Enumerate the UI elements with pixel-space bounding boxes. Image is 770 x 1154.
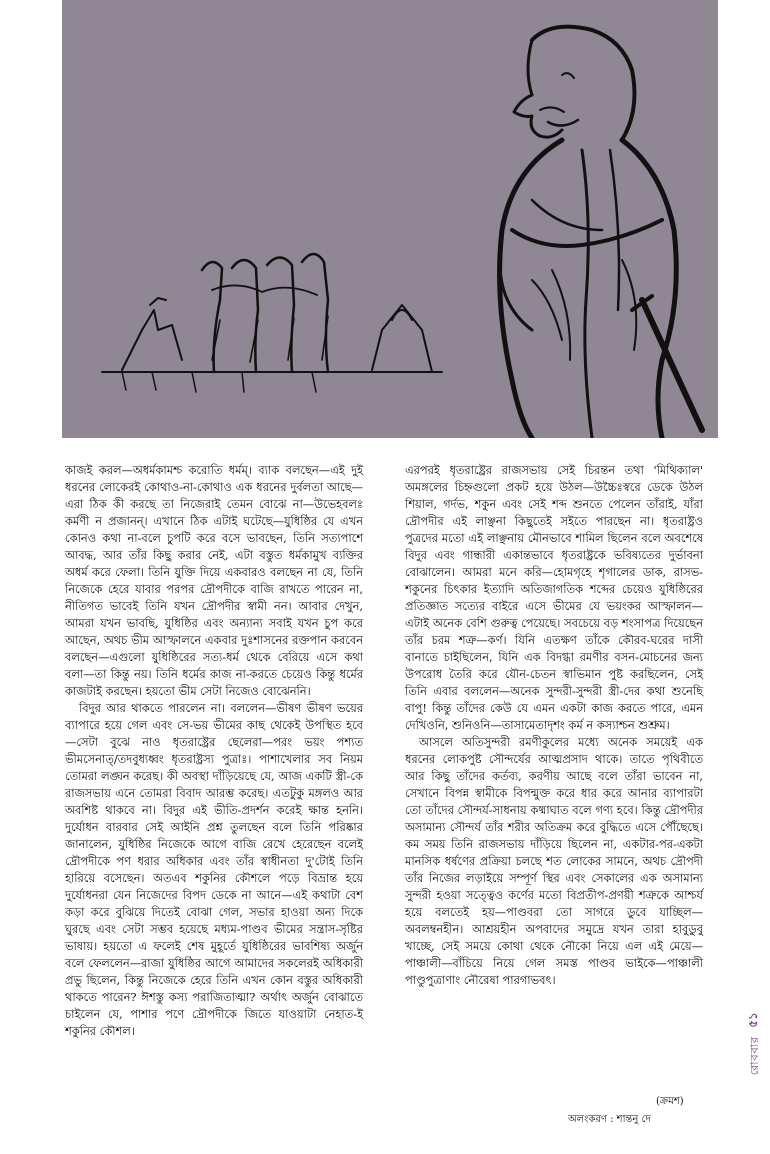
page-number: ৫১ — [745, 1012, 760, 1028]
page-footer-tab — [746, 1010, 764, 1122]
article-column-left — [65, 462, 363, 1040]
paragraph: আসলে অতিসুন্দরী রমণীকুলের মধ্যে অনেক সময়েই এক ধরনের লোকপুষ্ট সৌন্দর্যের আত্মপ্রসাদ থাকে। তাতে পৃথিবীতে আর কিছু তাঁদের কর্তব্য, করণীয় আছে বলে তাঁরা ভাবেন না, সেখানে বিপন্ন স্বামীকে বিপন্মুক্ত করে ধার করে আনার ব্যাপারটা তো তাঁদের সৌন্দর্য-সাধনায় কষ্মাঘাত বলে গণ্য হবে। কিন্তু দ্রৌপদীর অসামান্য সৌন্দর্য তাঁর শরীর অতিক্রম করে বুদ্ধিতে এসে পৌঁছেছে। কম সময় তিনি রাজসভায় দাঁড়িয়ে ছিলেন না, একটার-পর-একটা মানসিক ধর্ষণের প্রক্রিয়া চলছে শত লোকের সামনে, অথচ দ্রৌপদী তাঁর নিজের লড়াইয়ে সম্পূর্ণ স্থির এবং সেকালের এক অসামান্য সুন্দরী হওয়া সত্ত্বেও কর্ণের মতো বিপ্রতীপ-প্রণয়ী শত্রুকে আশ্চর্য হয়ে বলতেই হয়—পাণ্ডবরা তো সাগরে ডুবে যাচ্ছিল—অবলম্বনহীন। আশ্রয়হীন অপবাদের সমুদ্রে যখন তারা হাবুডুবু খাচ্ছে, সেই সময়ে কোথা থেকে নৌকো নিয়ে এল এই মেয়ে—পাঞ্চালী—বাঁচিয়ে নিয়ে গেল সমস্ত পাণ্ডব ভাইকে—পাঞ্চালী পাণ্ডুপুত্রাণাং নৌরেষা পারগাভবৎ। — [405, 735, 703, 987]
to-be-continued: (ক্রমশ) — [656, 1096, 684, 1107]
article-column-right — [405, 462, 703, 989]
illustration — [62, 0, 718, 438]
paragraph: কাজই করল—অধর্মকামশ্চ করোতি ধর্মম্‌। ব্যাক বলছেন—এই দুই ধরনের লোকেরই কোথাও-না-কোথাও এক ধরনের দুর্বলতা আছে—এরা ঠিক কী করছে তা নিজেরাই তেমন বোঝে না—উভেহবলঃ কর্মণী ন প্রজানন্‌। এখানে ঠিক এটাই ঘটেছে—যুধিষ্ঠির যে এখন কোনও কথা না-বলে চুপটি করে বসে ভাবছেন, তিনি সত্যপাশে আবদ্ধ, আর তাঁর কিছু করার নেই, এটা বস্তুত ধর্মকামুখ ব্যক্তির অধর্ম করে ফেলা। তিনি যুক্তি দিয়ে একবারও বলছেন না যে, তিনি নিজেকে হেরে যাবার পরপর দ্রৌপদীকে বাজি রাখতে পারেন না, নীতিগত ভাবেই তিনি যখন দ্রৌপদীর স্বামী নন। আবার দেখুন, আমরা যখন ভাবছি, যুধিষ্ঠির এবং অন্যান্য সবাই যখন চুপ করে আছেন, অথচ ভীম আস্ফালনে একবার দুঃশাসনের রক্তপান করবেন বলছেন—এগুলো যুধিষ্ঠিরের সত্য-ধর্ম থেকে বেরিয়ে এসে কথা বলা—তা কিন্তু নয়। তিনি ধর্মের কাজ না-করতে চেয়েও কিন্তু ধর্মের কাজটাই করছেন। হয়তো ভীম সেটা নিজেও বোঝেননি। — [65, 463, 363, 698]
ink-drawing — [62, 0, 718, 438]
paragraph: বিদুর আর থাকতে পারলেন না। বললেন—ভীষণ ভীষণ ভয়ের ব্যাপারে হয়ে গেল এবং সে-ভয় ভীমের কাছ থেকেই উপস্থিত হবে—সেটা বুঝে নাও ধৃতরাষ্ট্রের ছেলেরা—পরং ভয়ং পশ্যত ভীমসেনাত্‌/তদবুধ্যধ্বং ধৃতরাষ্ট্রস্য পুত্রাঃ। পাশাখেলার সব নিয়ম তোমরা লঙ্ঘন করেছ। কী অবস্থা দাঁড়িয়েছে যে, আজ একটি স্ত্রী-কে রাজসভায় এনে তোমরা বিবাদ আরম্ভ করেছ। এতটুকু মঙ্গলও আর অবশিষ্ট থাকবে না। বিদুর এই ভীতি-প্রদর্শন করেই ক্ষান্ত হননি। দুর্যোধন বারবার সেই আইনি প্রশ্ন তুলছেন বলে তিনি পরিষ্কার জানালেন, যুধিষ্ঠির নিজেকে আগে বাজি রেখে হেরেছেন বলেই দ্রৌপদীকে পণ ধরার অধিকার এবং তাঁর স্বাধীনতা দু'টোই তিনি হারিয়ে বসেছেন। অতএব শকুনির কৌশলে পড়ে বিভ্রান্ত হয়ে দুর্যোধনরা যেন নিজেদের বিপদ ডেকে না আনে—এই কথাটা বেশ কড়া করে বুঝিয়ে দিতেই বোঝা গেল, সভার হাওয়া অন্য দিকে ঘুরছে এবং সেটা সম্ভব হয়েছে মধ্যম-পাণ্ডব ভীমের সন্ত্রাস-সৃষ্টির ভাষায়। হয়তো এ ফলেই শেষ মুহূর্তে যুধিষ্ঠিরের ভাবশিষ্য অর্জুন বলে ফেললেন—রাজা যুধিষ্ঠির আগে আমাদের সকলেরই অধিকারী প্রভু ছিলেন, কিন্তু নিজেকে হেরে তিনি এখন কোন বস্তুর অধিকারী থাকতে পারেন? ঈশস্তু কস্য পরাজিতাত্মা? অর্থাৎ অর্জুন বোঝাতে চাইলেন যে, পাশার পণে দ্রৌপদীকে জিতে যাওয়াটা নেহাত-ই শকুনির কৌশল। — [65, 701, 363, 1038]
magazine-name: রোববার — [747, 1036, 761, 1076]
illustration-credit: অলংকরণ : শান্তনু দে — [568, 1114, 651, 1125]
paragraph: এরপরই ধৃতরাষ্ট্রের রাজসভায় সেই চিরন্তন তথা 'মিথিক্যাল' অমঙ্গলের চিহ্নগুলো প্রকট হয়ে উঠল—উচ্চৈঃস্বরে ডেকে উঠল শিয়াল, গর্দভ, শকুন এবং সেই শব্দ শুনতে পেলেন তাঁরাই, যাঁরা দ্রৌপদীর এই লাঞ্ছনা কিছুতেই সইতে পারছেন না। ধৃতরাষ্ট্রও পুত্রদের মতো এই লাঞ্ছনায় মৌনভাবে শামিল ছিলেন বলে অবশেষে বিদুর এবং গান্ধারী একান্তভাবে ধৃতরাষ্ট্রকে ভবিষ্যতের দুর্ভাবনা বোঝালেন। আমরা মনে করি—হোমগৃহে শৃগালের ডাক, রাসভ-শকুনের চিৎকার ইত্যাদি অতিজাগতিক শব্দের চেয়েও যুধিষ্ঠিরের প্রতিজ্ঞাত সত্যের বাইরে এসে ভীমের যে ভয়ংকর আস্ফালন—এটাই অনেক বেশি গুরুত্ব পেয়েছে। সবচেয়ে বড় শংসাপত্র দিয়েছেন তাঁর চরম শত্রু—কর্ণ। যিনি এতক্ষণ তাঁকে কৌরব-ঘরের দাসী বানাতে চাইছিলেন, যিনি এক বিদগ্ধা রমণীর বসন-মোচনের জন্য উপরোধ তৈরি করে যৌন-চেতন স্বাভিমান পুষ্ট করছিলেন, সেই তিনি এবার বললেন—অনেক সুন্দরী-সুন্দরী স্ত্রী-দের কথা শুনেছি বাপু! কিন্তু তাঁদের কেউ যে এমন একটা কাজ করতে পারে, এমন দেখিওনি, শুনিওনি—তাসামেতাদৃশং কর্ম ন কস্যাশ্চন শুশ্রুম। — [405, 463, 703, 732]
